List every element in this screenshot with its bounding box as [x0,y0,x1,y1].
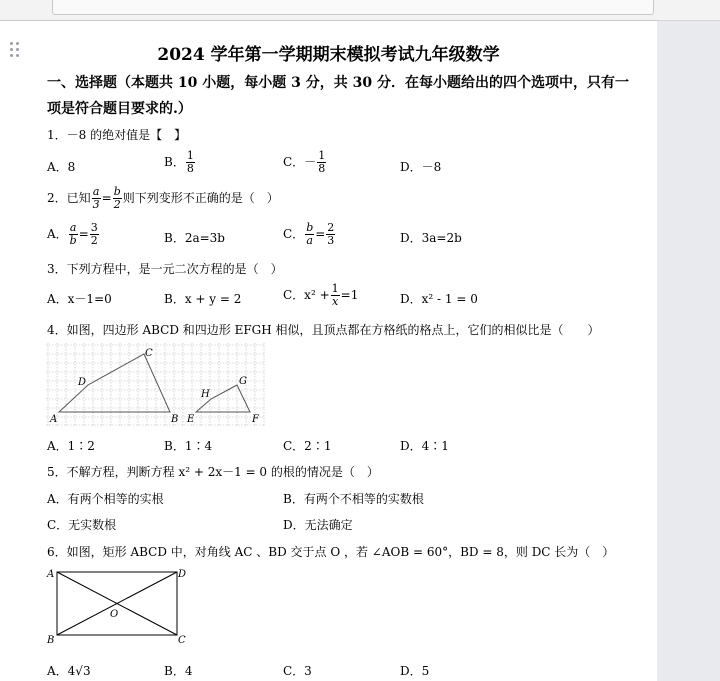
q5-option-d: D．无法确定 [283,518,353,532]
q4-label-a: A [50,414,58,425]
q4-label-d: D [78,377,87,388]
q2-option-b: B．2a=3b [164,231,225,245]
question-2-stem: 2．已知 $\frac{a}{3}$ = $\frac{b}{2}$ 则下列变形不正确的是（ ） [47,185,279,211]
toolbar [0,0,720,21]
q6-option-c: C．3 [283,664,312,678]
q4-label-b: B [171,414,179,425]
question-4-stem: 4．如图，四边形 ABCD 和四边形 EFGH 相似，且顶点都在方格纸的格点上，它们的相似比是（ ） [47,323,600,337]
q5-option-b: B．有两个不相等的实数根 [283,492,424,506]
q4-label-c: C [145,348,153,359]
q1-option-a: A．8 [47,160,76,174]
q4-option-d: D．4∶1 [400,439,449,453]
q4-label-h: H [201,389,210,400]
q3-option-b: B．x + y = 2 [164,292,242,306]
q6-option-a: A．4√3 [47,664,91,678]
q3-option-a: A．x－1=0 [47,292,112,306]
section-heading-cont: 项是符合题目要求的.） [47,101,192,117]
q4-quad-abcd [59,354,170,412]
q4-label-f: F [252,414,259,425]
q4-label-e: E [187,414,195,425]
q6-label-b: B [47,635,55,646]
question-1-stem: 1．－8 的绝对值是【 】 [47,128,187,142]
q3-option-d: D．x² - 1 = 0 [400,292,478,306]
q6-option-b: B．4 [164,664,193,678]
q6-label-a: A [47,569,55,580]
section-heading: 一、选择题（本题共 10 小题，每小题 3 分，共 30 分．在每小题给出的四个选项中，只有一 [47,75,629,91]
q6-label-d: D [178,569,187,580]
question-6-stem: 6．如图，矩形 ABCD 中，对角线 AC 、BD 交于点 O ，若 ∠AOB = 60°，BD = 8，则 DC 长为（ ） [47,545,615,559]
q4-option-b: B．1∶4 [164,439,213,453]
question-3-stem: 3．下列方程中，是一元二次方程的是（ ） [47,262,283,276]
q4-label-g: G [239,376,247,387]
q5-option-a: A．有两个相等的实根 [47,492,164,506]
q2-option-d: D．3a=2b [400,231,462,245]
document-title: 2024 学年第一学期期末模拟考试九年级数学 [157,45,500,65]
right-panel [657,21,720,681]
q6-label-o: O [110,609,119,620]
q4-grid-figure [46,343,268,427]
q1-option-c: C．－ $\frac{1}{8}$ [283,149,326,175]
q3-option-c: C．x² + $\frac{1}{x}$ =1 [283,282,359,308]
q6-label-c: C [178,635,186,646]
q1-option-b: B． $\frac{1}{8}$ [164,149,194,175]
q2-option-a: A． $\frac{a}{b}$ = $\frac{3}{2}$ [47,221,98,247]
q4-option-c: C．2∶1 [283,439,332,453]
q6-rectangle-figure [44,565,194,647]
q5-option-c: C．无实数根 [47,518,117,532]
toolbar-frame [52,0,654,15]
q4-option-a: A．1∶2 [47,439,95,453]
question-5-stem: 5．不解方程，判断方程 x² + 2x－1 = 0 的根的情况是（ ） [47,465,379,479]
q1-option-d: D．－8 [400,160,442,174]
q6-option-d: D．5 [400,664,430,678]
q2-option-c: C． $\frac{b}{a}$ = $\frac{2}{3}$ [283,221,335,247]
